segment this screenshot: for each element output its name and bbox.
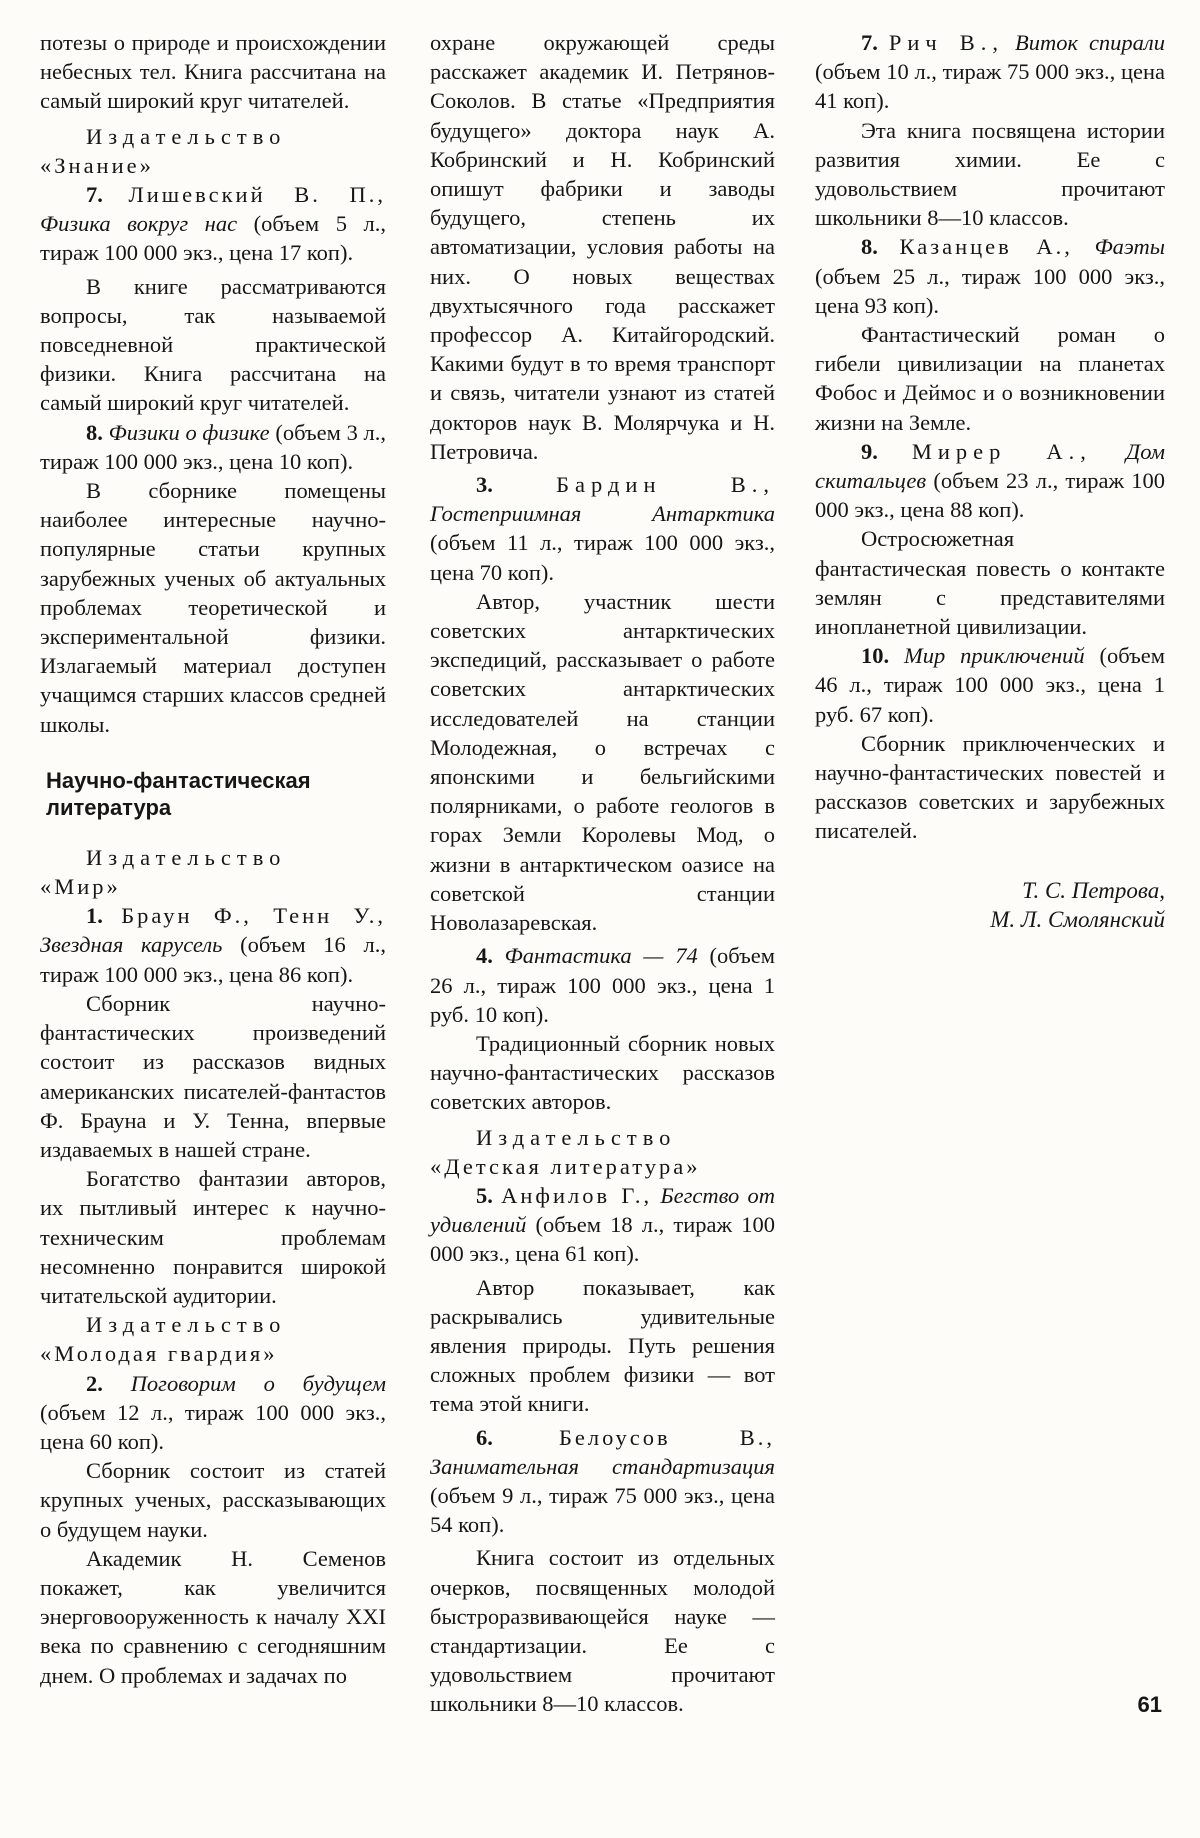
book-entry: 7. Лишевский В. П., Физика вокруг нас (объем 5 л., тираж 100 000 экз., цена 17 коп).	[40, 182, 387, 266]
publisher-label: Издательство	[86, 1312, 287, 1338]
book-description: Автор, участник шести советских антарктических экспедиций, рассказывает о работе советских антарктических исследователей на станции Молодежная, о встречах с японскими и бельгийскими полярниками, о работе геологов в горах Земли Королевы Мод, о жизни в антарктическом оазисе на советской станции Новолазаревская.	[430, 588, 775, 936]
book-description: Традиционный сборник новых научно-фантастических рассказов советских авторов.	[430, 1030, 775, 1115]
book-entry: 10. Мир приключений (объем 46 л., тираж 100 000 экз., цена 1 руб. 67 коп).	[815, 643, 1166, 727]
book-description: Книга состоит из отдельных очерков, посвященных молодой быстроразвивающейся науке — стандартизации. Ее с удовольствием прочитают школьники 8—10 классов.	[430, 1545, 775, 1717]
publisher-name: «Детская литература»	[430, 1153, 701, 1179]
book-description: Академик Н. Семенов покажет, как увеличится энерговооруженность к началу XXI века по сравнению с сегодняшним днем. О проблемах и задачах по	[40, 1545, 386, 1688]
book-description: В сборнике помещены наиболее интересные научно-популярные статьи крупных зарубежных ученых об актуальных проблемах теоретической и экспериментальной физики. Излагаемый материал доступен учащимся старших классов средней школы.	[40, 478, 386, 737]
book-description: Богатство фантазии авторов, их пытливый интерес к научно-техническим проблемам несомненно понравится широкой читательской аудитории.	[40, 1166, 386, 1308]
book-entry: 3. Бардин В., Гостеприимная Антарктика (объем 11 л., тираж 100 000 экз., цена 70 коп).	[430, 472, 775, 585]
book-entry: 6. Белоусов В., Занимательная стандартизация (объем 9 л., тираж 75 000 экз., цена 54 коп).	[430, 1424, 775, 1538]
book-entry: 4. Фантастика — 74 (объем 26 л., тираж 100 000 экз., цена 1 руб. 10 коп).	[430, 943, 775, 1027]
section-heading: Научно-фантастическая литература	[46, 767, 311, 820]
author-signature: Т. С. Петрова, М. Л. Смолянский	[990, 877, 1165, 932]
book-description: Сборник приключенческих и научно-фантастических повестей и рассказов советских и зарубежных писателей.	[815, 730, 1165, 844]
column-2	[430, 28, 775, 1719]
book-description: Сборник научно-фантастических произведений состоит из рассказов видных американских писателей-фантастов Ф. Брауна и У. Тенна, впервые издаваемых в нашей стране.	[40, 990, 386, 1162]
paragraph: потезы о природе и происхождении небесных тел. Книга рассчитана на самый широкий круг читателей.	[40, 30, 386, 114]
book-description: Фантастический роман о гибели цивилизации на планетах Фобос и Деймос и о возникновении жизни на Земле.	[815, 322, 1165, 435]
publisher-label: Издательство	[476, 1124, 677, 1150]
publisher-label: Издательство	[86, 844, 287, 870]
publisher-name: «Молодая гвардия»	[40, 1341, 278, 1367]
book-entry: 5. Анфилов Г., Бегство от удивлений (объем 18 л., тираж 100 000 экз., цена 61 коп).	[430, 1182, 776, 1267]
publisher-label: Издательство	[86, 123, 287, 149]
book-entry: 8. Физики о физике (объем 3 л., тираж 100 000 экз., цена 10 коп).	[40, 419, 387, 474]
book-description: В книге рассматриваются вопросы, так называемой повседневной практической физики. Книга рассчитана на самый широкий круг читателей.	[40, 273, 386, 416]
book-entry: 8. Казанцев А., Фаэты (объем 25 л., тираж 100 000 экз., цена 93 коп).	[815, 234, 1166, 318]
publisher-name: «Мир»	[40, 874, 121, 900]
book-entry: 2. Поговорим о будущем (объем 12 л., тираж 100 000 экз., цена 60 коп).	[40, 1370, 387, 1454]
book-description: Эта книга посвящена истории развития химии. Ее с удовольствием прочитают школьники 8—10 классов.	[815, 117, 1165, 231]
book-description: Автор показывает, как раскрывались удивительные явления природы. Путь решения сложных проблем физики — вот тема этой книги.	[430, 1274, 775, 1417]
book-entry: 1. Браун Ф., Тенн У., Звездная карусель (объем 16 л., тираж 100 000 экз., цена 86 коп).	[40, 903, 386, 987]
book-description: Сборник состоит из статей крупных ученых, рассказывающих о будущем науки.	[40, 1458, 386, 1542]
page-number: 61	[1137, 1692, 1162, 1717]
column-3	[815, 28, 1165, 934]
publisher-name: «Знание»	[40, 152, 154, 178]
column-1	[40, 28, 386, 1690]
book-entry: 9. Мирер А., Дом скитальцев (объем 23 л., тираж 100 000 экз., цена 88 коп).	[815, 438, 1166, 523]
book-description: Остросюжетная фантастическая повесть о контакте землян с представителями инопланетной цивилизации.	[815, 526, 1165, 640]
book-entry: 7. Рич В., Виток спирали (объем 10 л., тираж 75 000 экз., цена 41 коп).	[815, 30, 1165, 114]
paragraph: охране окружающей среды расскажет академик И. Петрянов-Соколов. В статье «Предприятия будущего» доктора наук А. Кобринский и Н. Кобринский опишут фабрики и заводы будущего, степень их автоматизации, условия работы на них. О новых веществах двухтысячного года расскажет профессор А. Китайгородский. Какими будут в то время транспорт и связь, читатели узнают из статей докторов наук В. Молярчука и Н. Петровича.	[430, 30, 775, 464]
